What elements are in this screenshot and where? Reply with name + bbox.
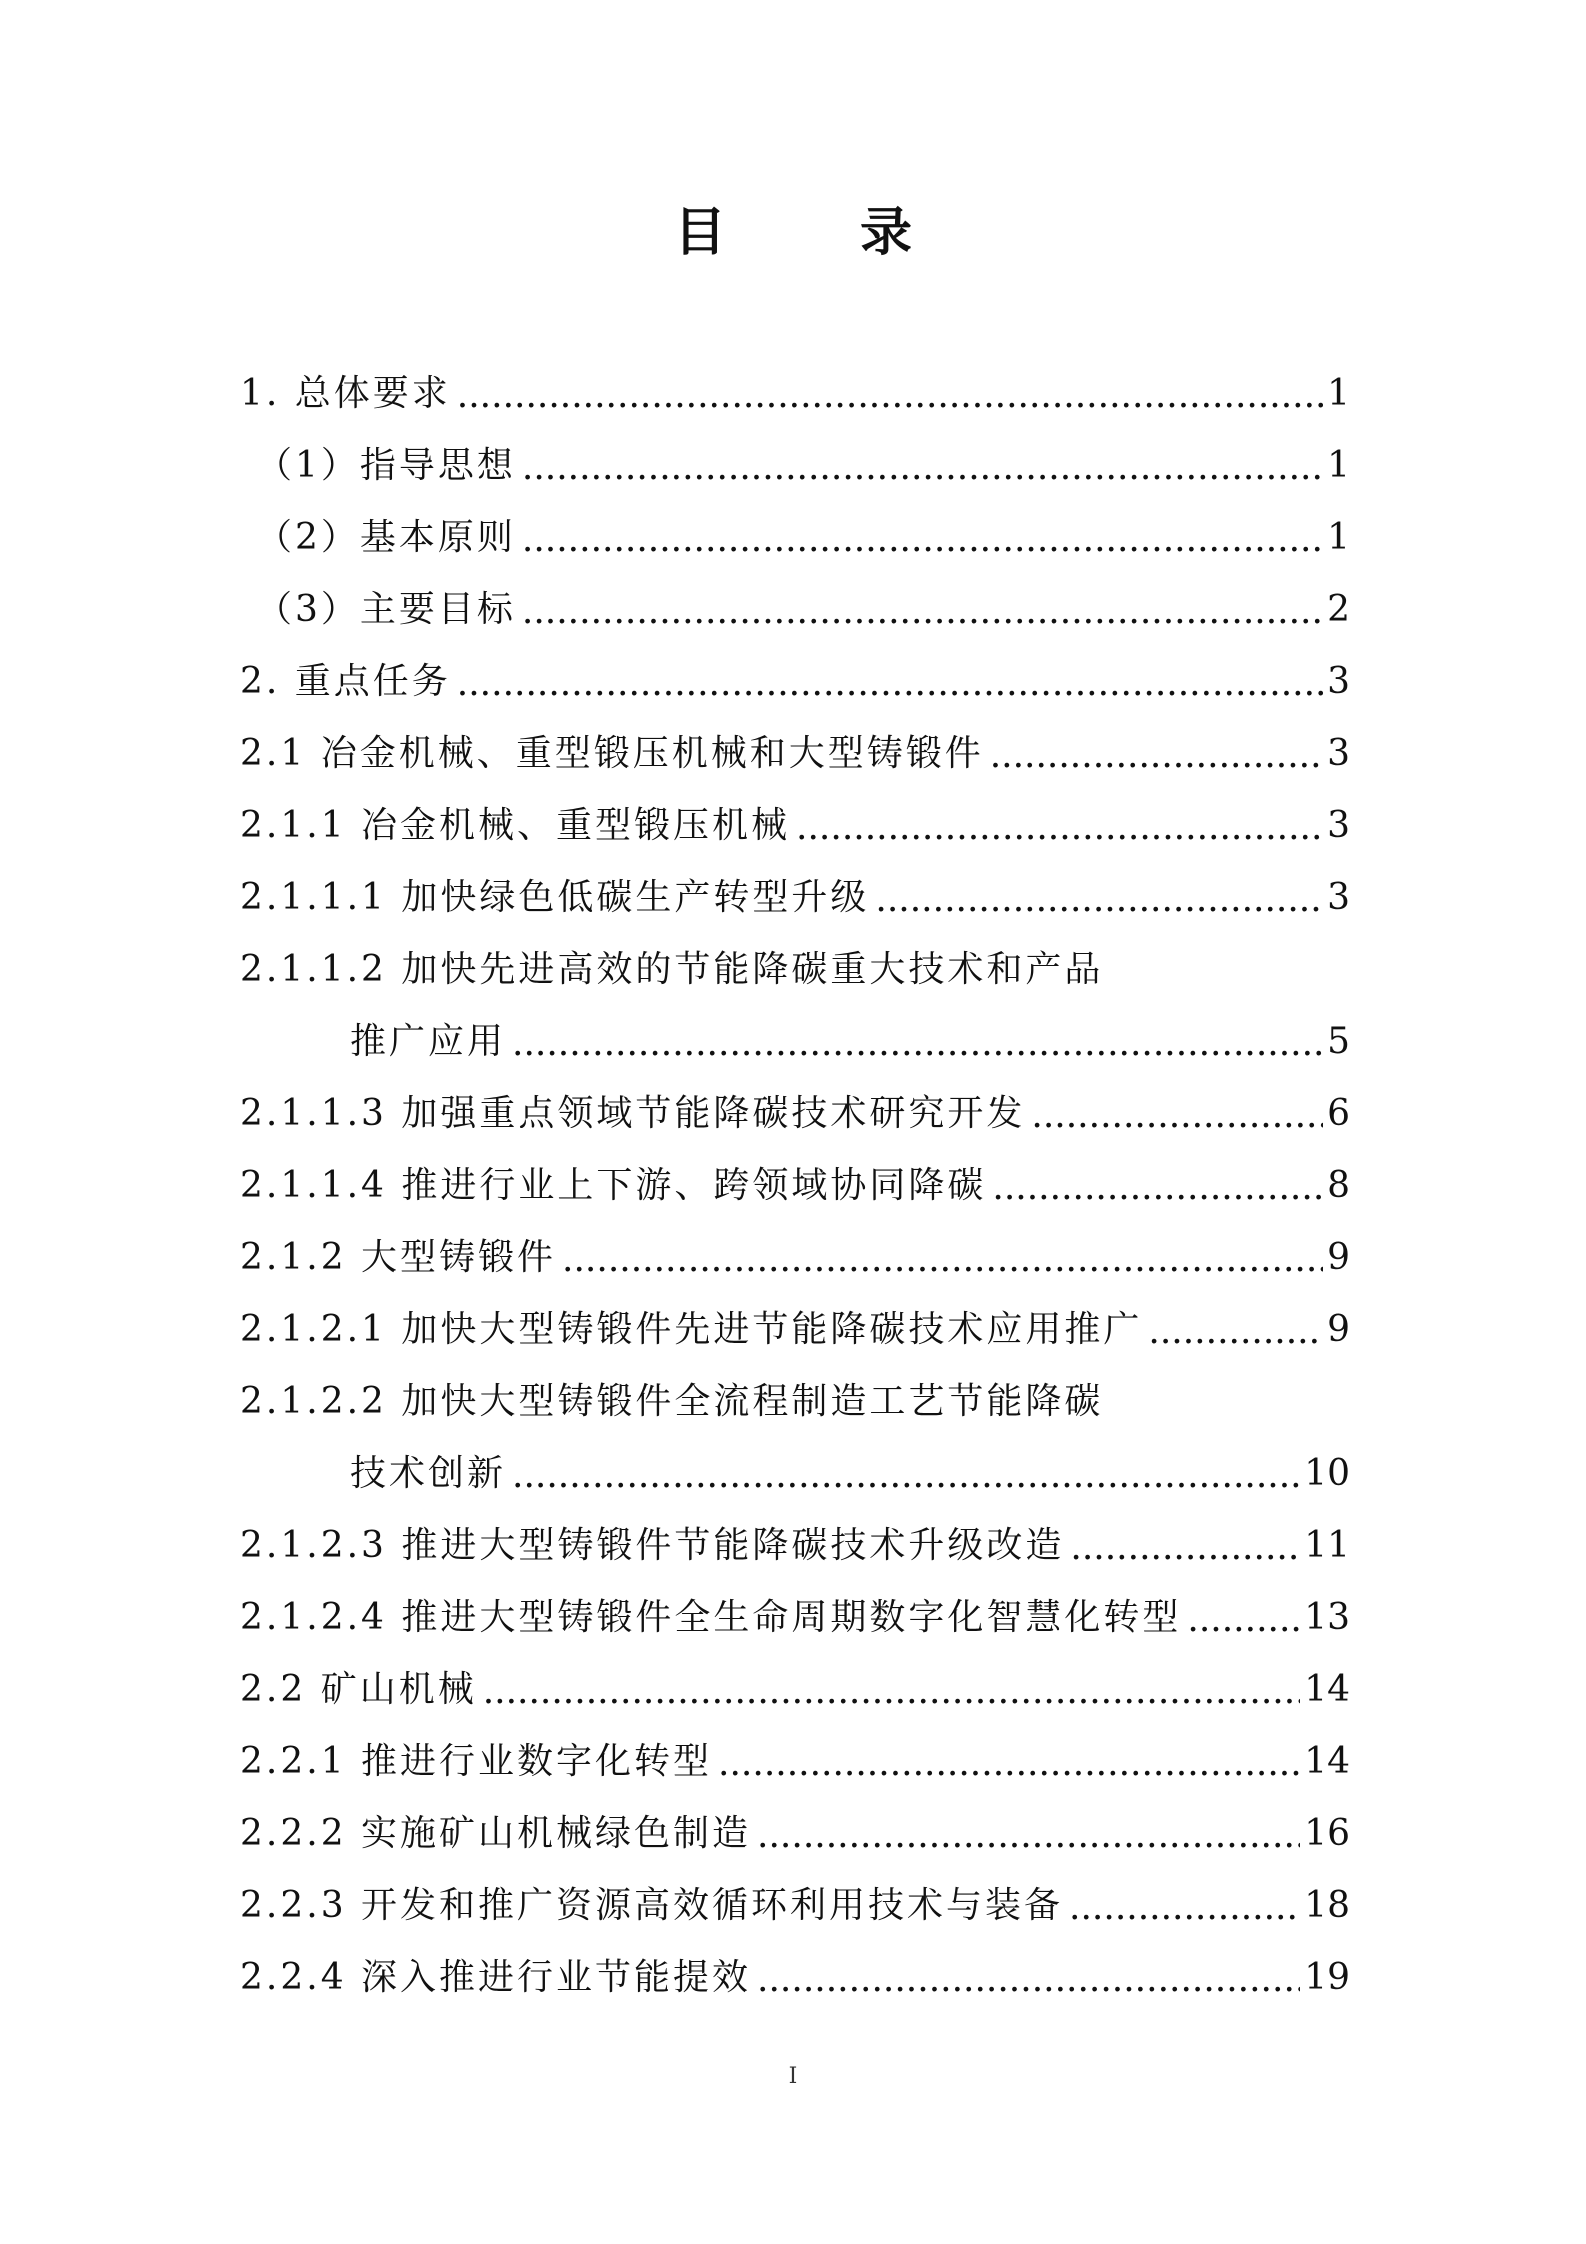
toc-entry-page: 3 <box>1327 805 1350 846</box>
toc-entry-continuation[interactable] <box>240 1006 1350 1078</box>
toc-entry[interactable] <box>240 1798 1350 1870</box>
toc-entry-label: 1. 总体要求 <box>240 373 451 414</box>
toc-entry-page: 2 <box>1327 589 1350 630</box>
toc-entry-page: 5 <box>1327 1021 1350 1062</box>
toc-leader-dots <box>1070 1512 1300 1584</box>
toc-entry[interactable] <box>240 430 1350 502</box>
toc-entry-label: 2.1.1.4 推进行业上下游、跨领域协同降碳 <box>240 1165 987 1206</box>
toc-entry-page: 6 <box>1327 1093 1350 1134</box>
toc-entry-label: 2.1.2.4 推进大型铸锻件全生命周期数字化智慧化转型 <box>240 1597 1182 1638</box>
toc-leader-dots <box>457 360 1323 432</box>
toc-leader-dots <box>757 1800 1300 1872</box>
toc-entry-label: 2.2.4 深入推进行业节能提效 <box>240 1957 752 1998</box>
toc-entry[interactable] <box>240 1510 1350 1582</box>
toc-leader-dots <box>757 1944 1300 2016</box>
toc-entry-label: 2. 重点任务 <box>240 661 451 702</box>
toc-entry[interactable] <box>240 1870 1350 1942</box>
toc-entry-label: 2.1.1.1 加快绿色低碳生产转型升级 <box>240 877 870 918</box>
toc-entry-label: 2.1.2.1 加快大型铸锻件先进节能降碳技术应用推广 <box>240 1309 1143 1350</box>
toc-leader-dots <box>512 1440 1300 1512</box>
page-number: I <box>788 2064 798 2089</box>
toc-entry[interactable] <box>240 358 1350 430</box>
toc-entry-label: 2.1.1.3 加强重点领域节能降碳技术研究开发 <box>240 1093 1026 1134</box>
toc-entry-page: 8 <box>1327 1165 1350 1206</box>
toc-entry-page: 14 <box>1304 1741 1350 1782</box>
toc-entry-page: 16 <box>1304 1813 1350 1854</box>
toc-entry[interactable] <box>240 1366 1350 1438</box>
toc-leader-dots <box>990 720 1323 792</box>
toc-entry-label: 2.1.2.3 推进大型铸锻件节能降碳技术升级改造 <box>240 1525 1065 1566</box>
toc-leader-dots <box>483 1656 1300 1728</box>
toc-leader-dots <box>512 1008 1323 1080</box>
toc-entry-label: 2.2 矿山机械 <box>240 1669 477 1710</box>
toc-entry-page: 9 <box>1327 1309 1350 1350</box>
toc-entry-label: 2.1.1.2 加快先进高效的节能降碳重大技术和产品 <box>240 949 1104 990</box>
toc-entry[interactable] <box>240 1222 1350 1294</box>
toc-entry-page: 3 <box>1327 733 1350 774</box>
toc-entry[interactable] <box>240 1942 1350 2014</box>
toc-entry-page: 1 <box>1327 373 1350 414</box>
toc-leader-dots <box>522 576 1323 648</box>
toc-entry-page: 13 <box>1304 1597 1350 1638</box>
toc-entry-page: 1 <box>1327 517 1350 558</box>
toc-entry-page: 18 <box>1304 1885 1350 1926</box>
toc-leader-dots <box>1148 1296 1323 1368</box>
toc-entry-page: 1 <box>1327 445 1350 486</box>
toc-entry-label: 2.1.2.2 加快大型铸锻件全流程制造工艺节能降碳 <box>240 1381 1104 1422</box>
toc-entry-label: （3）主要目标 <box>256 589 516 630</box>
toc-leader-dots <box>992 1152 1323 1224</box>
table-of-contents <box>240 358 1350 2014</box>
toc-entry-page: 10 <box>1304 1453 1350 1494</box>
toc-entry-label: 技术创新 <box>350 1453 507 1494</box>
toc-leader-dots <box>1187 1584 1300 1656</box>
toc-entry-page: 3 <box>1327 877 1350 918</box>
toc-entry[interactable] <box>240 1726 1350 1798</box>
toc-entry-page: 9 <box>1327 1237 1350 1278</box>
toc-entry[interactable] <box>240 1078 1350 1150</box>
toc-leader-dots <box>562 1224 1323 1296</box>
toc-entry-label: 2.1.2 大型铸锻件 <box>240 1237 557 1278</box>
toc-entry[interactable] <box>240 574 1350 646</box>
toc-entry-page: 3 <box>1327 661 1350 702</box>
toc-leader-dots <box>875 864 1323 936</box>
toc-entry-label: （1）指导思想 <box>256 445 516 486</box>
toc-entry[interactable] <box>240 1150 1350 1222</box>
toc-leader-dots <box>1031 1080 1323 1152</box>
toc-leader-dots <box>796 792 1323 864</box>
toc-entry[interactable] <box>240 862 1350 934</box>
toc-leader-dots <box>522 504 1323 576</box>
toc-entry-page: 19 <box>1304 1957 1350 1998</box>
toc-entry-label: 2.2.3 开发和推广资源高效循环利用技术与装备 <box>240 1885 1064 1926</box>
toc-leader-dots <box>522 432 1323 504</box>
toc-entry-label: 2.2.1 推进行业数字化转型 <box>240 1741 713 1782</box>
page-title: 目 录 <box>673 203 971 263</box>
toc-entry[interactable] <box>240 646 1350 718</box>
toc-leader-dots <box>718 1728 1300 1800</box>
toc-entry[interactable] <box>240 502 1350 574</box>
toc-entry-label: 推广应用 <box>350 1021 507 1062</box>
toc-leader-dots <box>1069 1872 1300 1944</box>
toc-entry[interactable] <box>240 1654 1350 1726</box>
toc-entry[interactable] <box>240 790 1350 862</box>
toc-entry-label: 2.1 冶金机械、重型锻压机械和大型铸锻件 <box>240 733 984 774</box>
toc-entry-label: 2.2.2 实施矿山机械绿色制造 <box>240 1813 752 1854</box>
toc-entry-label: 2.1.1 冶金机械、重型锻压机械 <box>240 805 791 846</box>
toc-entry[interactable] <box>240 718 1350 790</box>
toc-entry-label: （2）基本原则 <box>256 517 516 558</box>
toc-entry[interactable] <box>240 1294 1350 1366</box>
toc-entry-page: 14 <box>1304 1669 1350 1710</box>
toc-entry[interactable] <box>240 934 1350 1006</box>
toc-entry-continuation[interactable] <box>240 1438 1350 1510</box>
toc-entry[interactable] <box>240 1582 1350 1654</box>
toc-leader-dots <box>457 648 1323 720</box>
toc-entry-page: 11 <box>1304 1525 1350 1566</box>
